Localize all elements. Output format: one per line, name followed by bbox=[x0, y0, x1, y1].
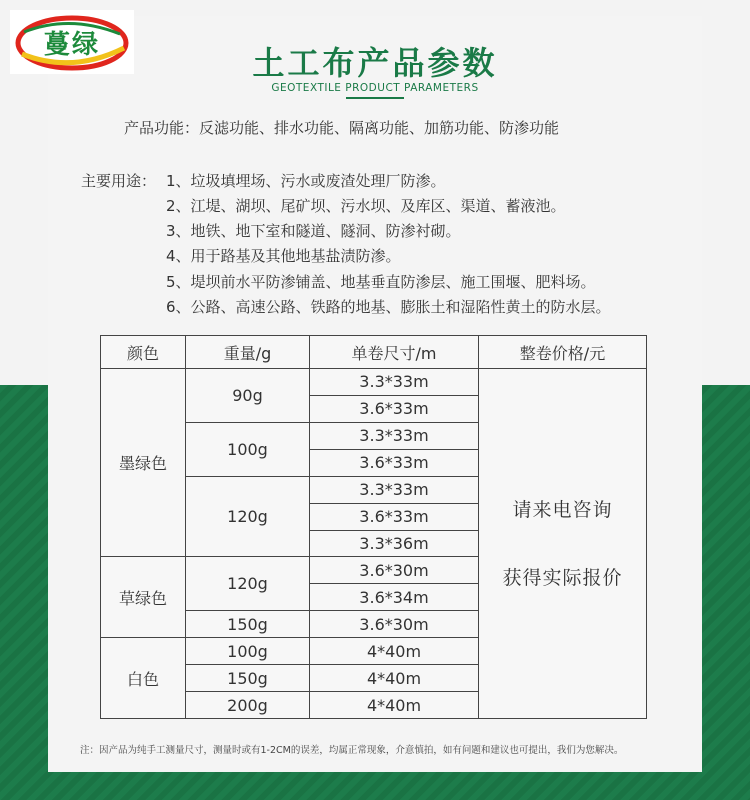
logo-text: 蔓绿 bbox=[43, 30, 100, 60]
use-item-5: 5、堤坝前水平防渗铺盖、地基垂直防渗层、施工围堰、肥料场。 bbox=[166, 273, 596, 291]
use-item-4: 4、用于路基及其他地基盐渍防渗。 bbox=[166, 247, 401, 265]
weight-cell: 120g bbox=[186, 476, 310, 557]
weight-cell: 100g bbox=[186, 422, 310, 476]
footnote: 注：因产品为纯手工测量尺寸，测量时或有1-2CM的误差，均属正常现象，介意慎拍，如有问题和建议也可提出，我们为您解决。 bbox=[80, 745, 624, 756]
size-cell: 3.6*30m bbox=[310, 557, 479, 584]
size-cell: 3.6*30m bbox=[310, 611, 479, 638]
size-cell: 3.3*36m bbox=[310, 530, 479, 557]
size-cell: 3.3*33m bbox=[310, 422, 479, 449]
weight-cell: 100g bbox=[186, 638, 310, 665]
size-cell: 4*40m bbox=[310, 665, 479, 692]
header-price: 整卷价格/元 bbox=[479, 336, 647, 369]
size-cell: 3.3*33m bbox=[310, 476, 479, 503]
header-weight: 重量/g bbox=[186, 336, 310, 369]
weight-cell: 150g bbox=[186, 611, 310, 638]
page-subtitle: GEOTEXTILE PRODUCT PARAMETERS bbox=[271, 82, 479, 94]
table-header-row bbox=[101, 336, 647, 369]
use-item-1: 1、垃圾填埋场、污水或废渣处理厂防渗。 bbox=[166, 172, 446, 190]
weight-cell: 200g bbox=[186, 692, 310, 719]
size-cell: 3.6*34m bbox=[310, 584, 479, 611]
header-size: 单卷尺寸/m bbox=[310, 336, 479, 369]
use-item-2: 2、江堤、湖坝、尾矿坝、污水坝、及库区、渠道、蓄液池。 bbox=[166, 197, 566, 215]
use-item-3: 3、地铁、地下室和隧道、隧洞、防渗衬砌。 bbox=[166, 222, 461, 240]
color-cell: 草绿色 bbox=[101, 557, 186, 638]
size-cell: 3.3*33m bbox=[310, 369, 479, 396]
size-cell: 3.6*33m bbox=[310, 503, 479, 530]
weight-cell: 90g bbox=[186, 369, 310, 423]
subtitle-underline bbox=[346, 97, 404, 99]
spec-table bbox=[100, 335, 647, 719]
uses-label: 主要用途： bbox=[81, 172, 157, 190]
weight-cell: 120g bbox=[186, 557, 310, 611]
use-item-6: 6、公路、高速公路、铁路的地基、膨胀土和湿陷性黄土的防水层。 bbox=[166, 298, 611, 316]
table-row bbox=[101, 369, 647, 396]
size-cell: 3.6*33m bbox=[310, 395, 479, 422]
header-color: 颜色 bbox=[101, 336, 186, 369]
product-functions: 产品功能：反滤功能、排水功能、隔离功能、加筋功能、防渗功能 bbox=[124, 119, 560, 137]
price-line-2: 获得实际报价 bbox=[502, 566, 623, 589]
color-cell: 白色 bbox=[101, 638, 186, 719]
weight-cell: 150g bbox=[186, 665, 310, 692]
price-cell bbox=[479, 369, 647, 719]
price-line-1: 请来电咨询 bbox=[512, 498, 613, 521]
size-cell: 3.6*33m bbox=[310, 449, 479, 476]
page-title: 土工布产品参数 bbox=[252, 44, 498, 82]
color-cell: 墨绿色 bbox=[101, 369, 186, 557]
size-cell: 4*40m bbox=[310, 692, 479, 719]
size-cell: 4*40m bbox=[310, 638, 479, 665]
